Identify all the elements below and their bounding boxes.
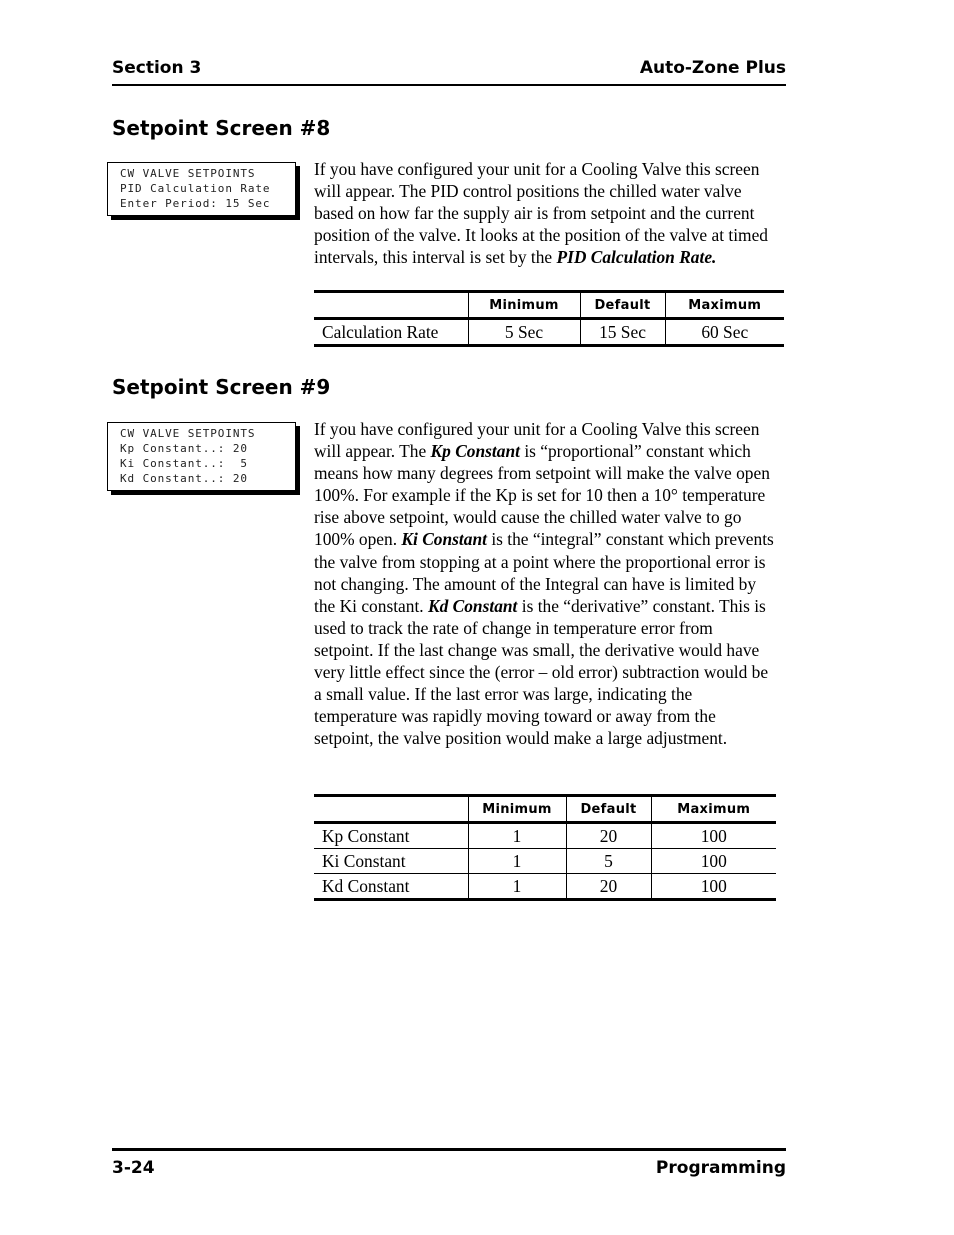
table-cell: 100 — [651, 849, 776, 874]
lcd-line: CW VALVE SETPOINTS — [120, 427, 256, 440]
column-header: Maximum — [651, 796, 776, 823]
lcd-display-screen-9 — [107, 422, 296, 491]
table-cell: Calculation Rate — [314, 319, 468, 346]
emphasis-term: Ki Constant — [401, 529, 487, 550]
lcd-line: PID Calculation Rate — [120, 182, 271, 195]
column-header: Default — [580, 292, 665, 319]
table-cell: 20 — [566, 823, 651, 849]
page-footer — [112, 1148, 786, 1178]
table-cell: 1 — [468, 823, 566, 849]
column-header: Minimum — [468, 796, 566, 823]
emphasis-term: Kp Constant — [430, 441, 520, 462]
section-heading-screen-8: Setpoint Screen #8 — [112, 116, 331, 140]
table-cell: 60 Sec — [665, 319, 784, 346]
column-header: Minimum — [468, 292, 580, 319]
table-cell: 100 — [651, 874, 776, 900]
table-header-row — [314, 292, 784, 319]
table-header-row — [314, 796, 776, 823]
product-title: Auto-Zone Plus — [639, 58, 786, 78]
lcd-line: Enter Period: 15 Sec — [120, 197, 271, 210]
body-text: If you have configured your unit for a Cooling Valve this screen will appear. The PID control positions the chilled water valve based on how far the supply air is from setpoint and the current position of the valve. It looks at the position of the valve at timed intervals, this interval is set by the — [314, 159, 768, 268]
section-label: Section 3 — [112, 58, 202, 78]
column-header — [314, 796, 468, 823]
column-header — [314, 292, 468, 319]
body-text: is the “derivative” constant. This is used to track the rate of change in temperature error from setpoint. If the last change was small, the derivative would have very little effect since the (error – old error) subtraction would be a small value. If the last error was large, indicating the temperature was rapidly moving toward or away from the setpoint, the valve position would make a large adjustment. — [314, 595, 769, 749]
emphasis-term: Kd Constant — [427, 595, 518, 616]
description-screen-9 — [314, 418, 776, 749]
lcd-line: Kp Constant..: 20 — [120, 442, 248, 455]
table-cell: 1 — [468, 874, 566, 900]
table-cell: 1 — [468, 849, 566, 874]
table-cell: 5 — [566, 849, 651, 874]
table-cell: 15 Sec — [580, 319, 665, 346]
page-number: 3-24 — [112, 1158, 155, 1178]
lcd-line: CW VALVE SETPOINTS — [120, 167, 256, 180]
column-header: Maximum — [665, 292, 784, 319]
emphasis-term: PID Calculation Rate. — [556, 247, 717, 268]
pid-constants-table — [314, 794, 776, 901]
column-header: Default — [566, 796, 651, 823]
lcd-display-screen-8 — [107, 162, 296, 216]
table-row — [314, 319, 784, 346]
body-text: If you have configured your unit for a Cooling Valve this screen will appear. The — [314, 419, 760, 462]
page-header — [112, 58, 786, 86]
table-cell: Kd Constant — [314, 874, 468, 900]
calculation-rate-table — [314, 290, 784, 347]
section-heading-screen-9: Setpoint Screen #9 — [112, 375, 331, 399]
body-text: is “proportional” constant which means how many degrees from setpoint will make the valve open 100%. For example if the Kp is set for 10 then a 10° temperature rise above setpoint, would cause the chilled water valve to go 100% open. — [314, 441, 770, 550]
lcd-line: Ki Constant..: 5 — [120, 457, 248, 470]
table-cell: 20 — [566, 874, 651, 900]
table-row — [314, 874, 776, 900]
body-text: is the “integral” constant which prevents the valve from stopping at a point where the proportional error is not changing. The amount of the Integral can have is limited by the Ki constant. — [314, 529, 774, 616]
chapter-title: Programming — [655, 1158, 786, 1178]
table-row — [314, 849, 776, 874]
table-row — [314, 823, 776, 849]
table-cell: 100 — [651, 823, 776, 849]
description-screen-8 — [314, 158, 776, 268]
table-cell: Kp Constant — [314, 823, 468, 849]
table-cell: Ki Constant — [314, 849, 468, 874]
table-cell: 5 Sec — [468, 319, 580, 346]
lcd-line: Kd Constant..: 20 — [120, 472, 248, 485]
